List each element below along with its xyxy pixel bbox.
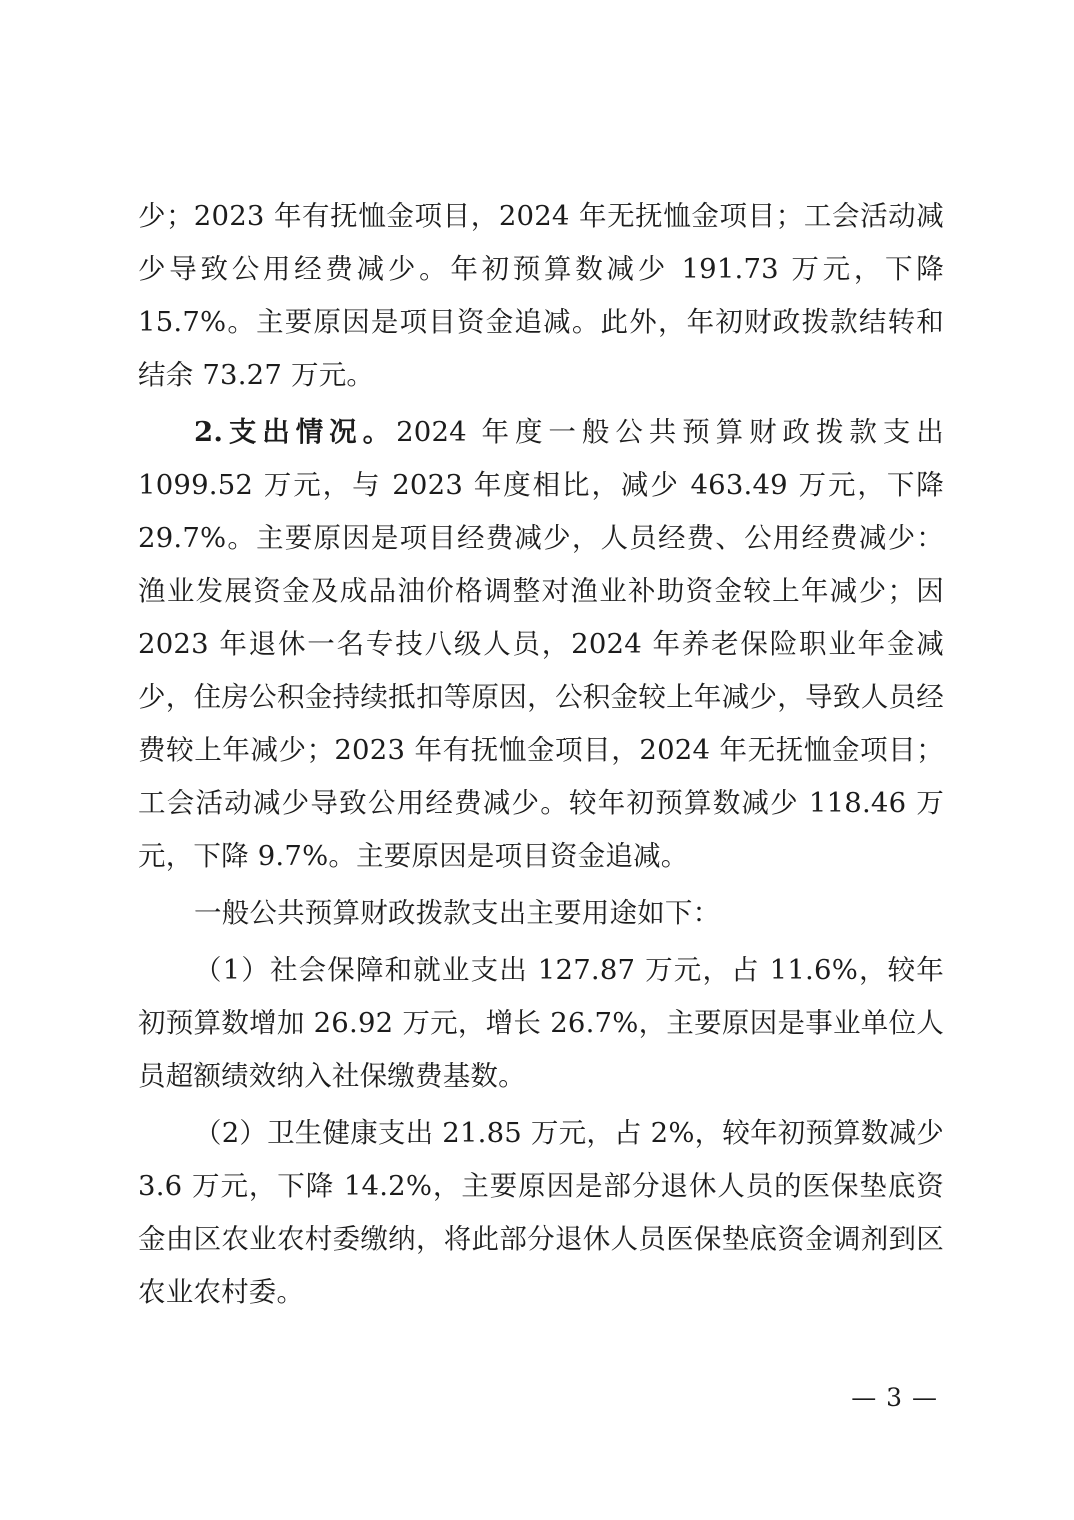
document-body [138,190,944,1323]
paragraph-expenditure-overview [138,406,944,883]
paragraph-item-2-health: （2）卫生健康支出 21.85 万元，占 2%，较年初预算数减少 3.6 万元，下降 14.2%，主要原因是部分退休人员的医保垫底资金由区农业农村委缴纳，将此部分退休人员医保垫底资金调剂到区农业农村委。 [138,1117,944,1308]
paragraph-carryover-funds: 少；2023 年有抚恤金项目，2024 年无抚恤金项目；工会活动减少导致公用经费减少。年初预算数减少 191.73 万元，下降 15.7%。主要原因是项目资金追减。此外，年初财政拨款结转和结余 73.27 万元。 [138,200,944,391]
paragraph-usage-intro: 一般公共预算财政拨款支出主要用途如下： [194,897,721,929]
page-number: — 3 — [851,1383,938,1412]
paragraph-expenditure-text: 2024 年度一般公共预算财政拨款支出 1099.52 万元，与 2023 年度相比，减少 463.49 万元，下降 29.7%。主要原因是项目经费减少，人员经费、公用经费减少：渔业发展资金及成品油价格调整对渔业补助资金较上年减少；因 2023 年退休一名专技八级人员，2024 年养老保险职业年金减少，住房公积金持续抵扣等原因，公积金较上年减少，导致人员经费较上年减少；2023 年有抚恤金项目，2024 年无抚恤金项目；工会活动减少导致公用经费减少。较年初预算数减少 118.46 万元，下降 9.7%。主要原因是项目资金追减。 [138,416,945,872]
paragraph-item-1-social-security: （1）社会保障和就业支出 127.87 万元，占 11.6%，较年初预算数增加 26.92 万元，增长 26.7%，主要原因是事业单位人员超额绩效纳入社保缴费基数。 [138,954,944,1092]
paragraph-heading-label: 2.支出情况。 [194,416,397,448]
